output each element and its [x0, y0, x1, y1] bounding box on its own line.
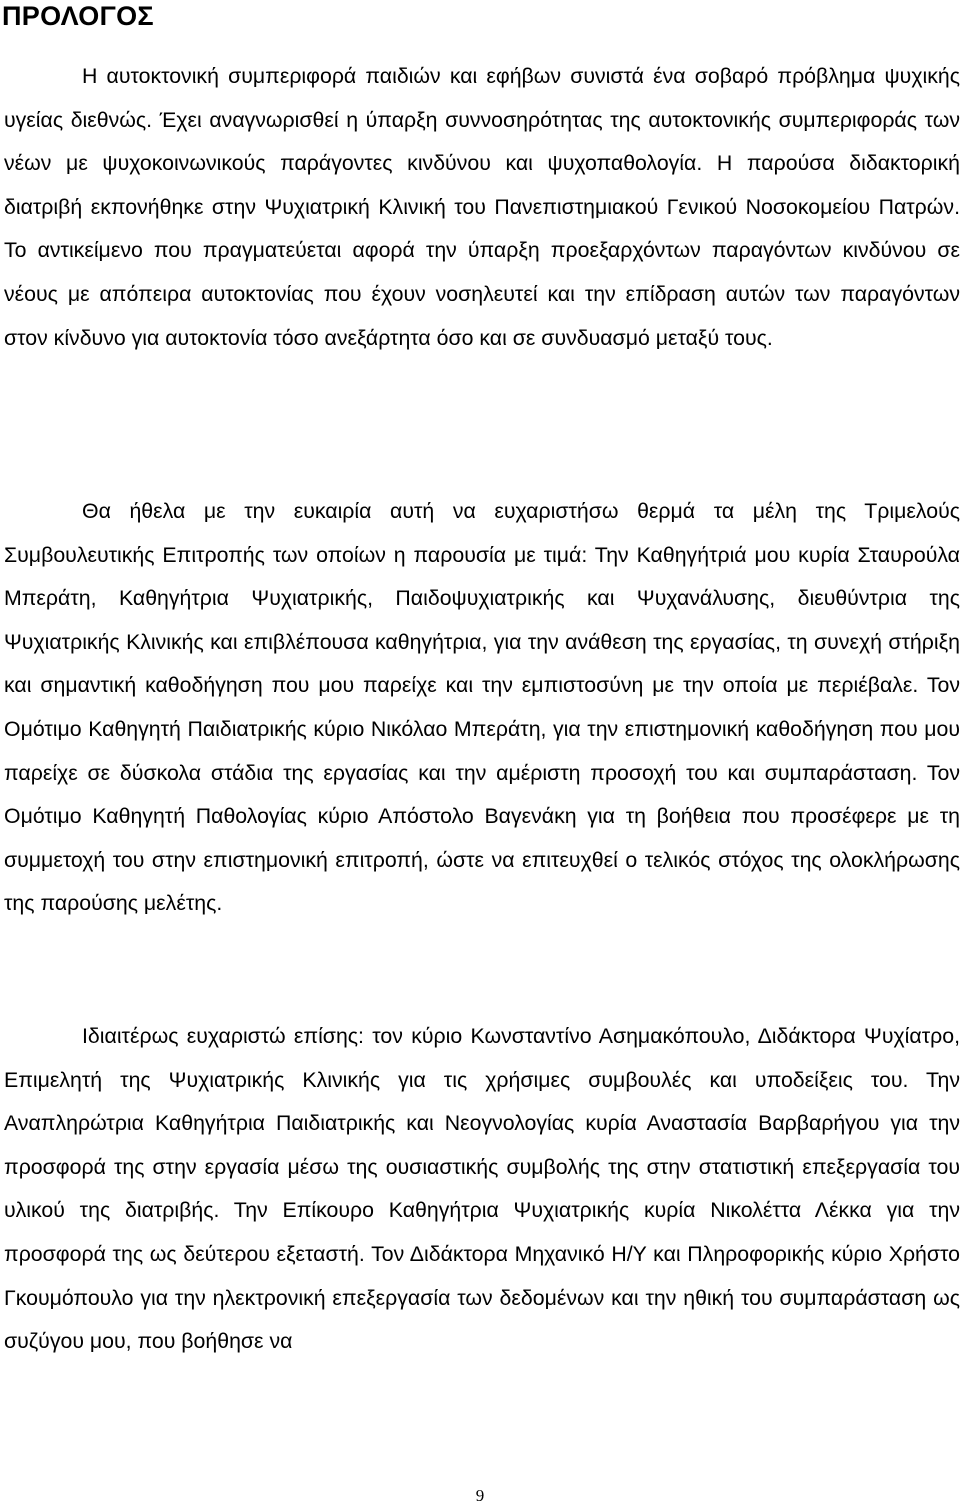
paragraph-acknowledgements-others: Ιδιαιτέρως ευχαριστώ επίσης: τον κύριο Κωνσταντίνο Ασημακόπουλο, Διδάκτορα Ψυχίατρο, Επιμελητή της Ψυχιατρικής Κλινικής για τις χρήσιμες συμβουλές και υποδείξεις του. Την Αναπληρώτρια Καθηγήτρια Παιδιατρικής και Νεογνολογίας κυρία Αναστασία Βαρβαρήγου για την προσφορά της στην εργασία μέσω της ουσιαστικής συμβολής της στην στατιστική επεξεργασία του υλικού της διατριβής. Την Επίκουρο Καθηγήτρια Ψυχιατρικής κυρία Νικολέττα Λέκκα για την προσφορά της ως δεύτερου εξεταστή. Τον Διδάκτορα Μηχανικό Η/Υ και Πληροφορικής κύριο Χρήστο Γκουμόπουλο για την ηλεκτρονική επεξεργασία των δεδομένων και την ηθική του συμπαράσταση ως συζύγου μου, που βοήθησε να [4, 1024, 960, 1354]
page-title: ΠΡΟΛΟΓΟΣ [2, 1, 154, 31]
page-number: 9 [475, 1486, 485, 1505]
paragraph-introduction: Η αυτοκτονική συμπεριφορά παιδιών και εφήβων συνιστά ένα σοβαρό πρόβλημα ψυχικής υγείας διεθνώς. Έχει αναγνωρισθεί η ύπαρξη συννοσηρότητας της αυτοκτονικής συμπεριφοράς των νέων με ψυχοκοινωνικούς παράγοντες κινδύνου και ψυχοπαθολογία. Η παρούσα διδακτορική διατριβή εκπονήθηκε στην Ψυχιατρική Κλινική του Πανεπιστημιακού Γενικού Νοσοκομείου Πατρών. Το αντικείμενο που πραγματεύεται αφορά την ύπαρξη προεξαρχόντων παραγόντων κινδύνου σε νέους με απόπειρα αυτοκτονίας που έχουν νοσηλευτεί και την επίδραση αυτών των παραγόντων στον κίνδυνο για αυτοκτονία τόσο ανεξάρτητα όσο και σε συνδυασμό μεταξύ τους. [4, 64, 960, 350]
paragraph-acknowledgements-committee: Θα ήθελα με την ευκαιρία αυτή να ευχαριστήσω θερμά τα μέλη της Τριμελούς Συμβουλευτικής Επιτροπής των οποίων η παρουσία με τιμά: Την Καθηγήτριά μου κυρία Σταυρούλα Μπεράτη, Καθηγήτρια Ψυχιατρικής, Παιδοψυχιατρικής και Ψυχανάλυσης, διευθύντρια της Ψυχιατρικής Κλινικής και επιβλέπουσα καθηγήτρια, για την ανάθεση της εργασίας, τη συνεχή στήριξη και σημαντική καθοδήγηση που μου παρείχε και την εμπιστοσύνη με την οποία με περιέβαλε. Τον Ομότιμο Καθηγητή Παιδιατρικής κύριο Νικόλαο Μπεράτη, για την επιστημονική καθοδήγηση που μου παρείχε σε δύσκολα στάδια της εργασίας και την αμέριστη προσοχή του και συμπαράσταση. Τον Ομότιμο Καθηγητή Παθολογίας κύριο Απόστολο Βαγενάκη για τη βοήθεια που προσέφερε με τη συμμετοχή του στην επιστημονική επιτροπή, ώστε να επιτευχθεί ο τελικός στόχος της ολοκλήρωσης της παρούσης μελέτης. [4, 499, 960, 916]
